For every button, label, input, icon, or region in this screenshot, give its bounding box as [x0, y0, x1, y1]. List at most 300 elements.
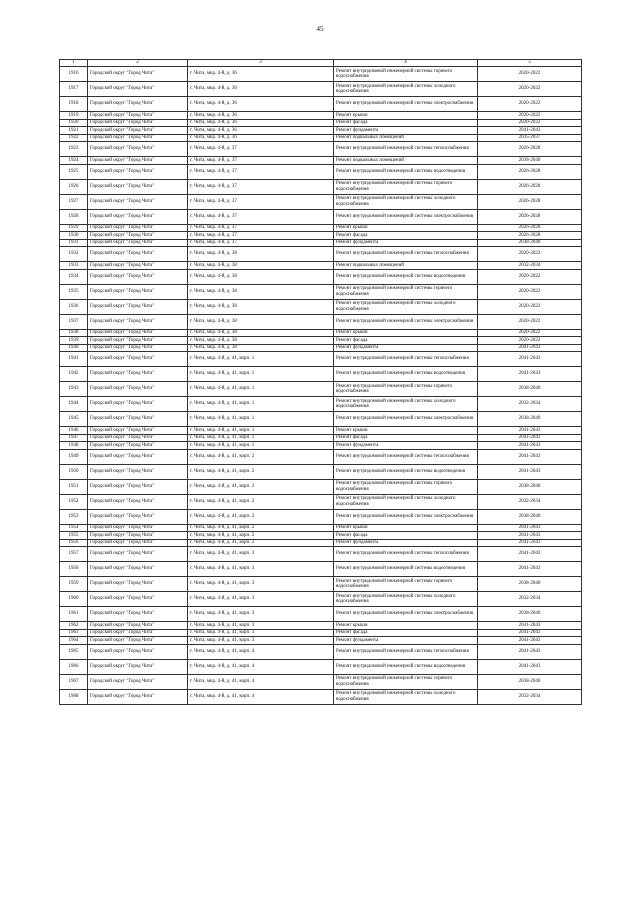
municipality-cell: Городской округ "Город Чита" — [88, 194, 188, 209]
address-cell: г. Чита, мкр. 4-й, д. 41, корп. 2 — [188, 524, 334, 532]
period-cell: 2032-2034 — [478, 689, 582, 704]
row-number-cell: 1964 — [60, 637, 88, 645]
municipality-cell: Городской округ "Город Чита" — [88, 539, 188, 547]
work-type-cell: Ремонт внутридомовой инженерной системы холодного водоснабжения — [334, 689, 478, 704]
work-type-cell: Ремонт крыши — [334, 329, 478, 337]
row-number-cell: 1953 — [60, 509, 88, 524]
row-number-cell: 1936 — [60, 299, 88, 314]
municipality-cell: Городской округ "Город Чита" — [88, 562, 188, 577]
table-row — [60, 67, 582, 82]
table-row — [60, 382, 582, 397]
table-row — [60, 299, 582, 314]
work-type-cell: Ремонт фундамента — [334, 539, 478, 547]
work-type-cell: Ремонт фасада — [334, 232, 478, 240]
work-type-cell: Ремонт внутридомовой инженерной системы горячего водоснабжения — [334, 179, 478, 194]
period-cell: 2032-2034 — [478, 397, 582, 412]
period-cell: 2041-2043 — [478, 547, 582, 562]
address-cell: г. Чита, мкр. 4-й, д. 41, корп. 3 — [188, 562, 334, 577]
row-number-cell: 1933 — [60, 262, 88, 270]
period-cell: 2032-2034 — [478, 494, 582, 509]
row-number-cell: 1951 — [60, 479, 88, 494]
period-cell: 2020-2022 — [478, 97, 582, 112]
work-type-cell: Ремонт фасада — [334, 629, 478, 637]
row-number-cell: 1949 — [60, 449, 88, 464]
row-number-cell: 1955 — [60, 532, 88, 540]
period-cell: 2038-2040 — [478, 239, 582, 247]
municipality-cell: Городской округ "Город Чита" — [88, 637, 188, 645]
work-type-cell: Ремонт внутридомовой инженерной системы электроснабжения — [334, 509, 478, 524]
row-number-cell: 1919 — [60, 112, 88, 120]
work-type-cell: Ремонт внутридомовой инженерной системы горячего водоснабжения — [334, 284, 478, 299]
municipality-cell: Городской округ "Город Чита" — [88, 659, 188, 674]
row-number-cell: 1939 — [60, 337, 88, 345]
row-number-cell: 1918 — [60, 97, 88, 112]
table-row — [60, 82, 582, 97]
table-row — [60, 524, 582, 532]
municipality-cell: Городской округ "Город Чита" — [88, 367, 188, 382]
table-row — [60, 194, 582, 209]
period-cell: 2020-2022 — [478, 314, 582, 329]
period-cell: 2041-2043 — [478, 434, 582, 442]
address-cell: г. Чита, мкр. 4-й, д. 41, корп. 1 — [188, 412, 334, 427]
table-row — [60, 397, 582, 412]
work-type-cell: Ремонт внутридомовой инженерной системы холодного водоснабжения — [334, 494, 478, 509]
period-cell: 2020-2022 — [478, 112, 582, 120]
table-row — [60, 119, 582, 127]
period-cell: 2041-2043 — [478, 532, 582, 540]
header-col-4: 4 — [334, 60, 478, 67]
municipality-cell: Городской округ "Город Чита" — [88, 344, 188, 352]
municipality-cell: Городской округ "Город Чита" — [88, 239, 188, 247]
address-cell: г. Чита, мкр. 4-й, д. 41, корп. 3 — [188, 577, 334, 592]
row-number-cell: 1931 — [60, 239, 88, 247]
address-cell: г. Чита, мкр. 4-й, д. 41, корп. 1 — [188, 397, 334, 412]
period-cell: 2020-2022 — [478, 67, 582, 82]
row-number-cell: 1945 — [60, 412, 88, 427]
table-row — [60, 164, 582, 179]
address-cell: г. Чита, мкр. 4-й, д. 41, корп. 2 — [188, 494, 334, 509]
address-cell: г. Чита, мкр. 4-й, д. 37 — [188, 164, 334, 179]
municipality-cell: Городской округ "Город Чита" — [88, 232, 188, 240]
address-cell: г. Чита, мкр. 4-й, д. 41, корп. 2 — [188, 464, 334, 479]
municipality-cell: Городской округ "Город Чита" — [88, 607, 188, 622]
table-row — [60, 562, 582, 577]
period-cell: 2035-2037 — [478, 134, 582, 142]
period-cell: 2041-2043 — [478, 637, 582, 645]
work-type-cell: Ремонт крыши — [334, 524, 478, 532]
municipality-cell: Городской округ "Город Чита" — [88, 262, 188, 270]
row-number-cell: 1942 — [60, 367, 88, 382]
row-number-cell: 1965 — [60, 644, 88, 659]
work-type-cell: Ремонт крыши — [334, 224, 478, 232]
address-cell: г. Чита, мкр. 4-й, д. 37 — [188, 157, 334, 165]
municipality-cell: Городской округ "Город Чита" — [88, 209, 188, 224]
table-row — [60, 224, 582, 232]
period-cell: 2032-2034 — [478, 262, 582, 270]
row-number-cell: 1938 — [60, 329, 88, 337]
municipality-cell: Городской округ "Город Чита" — [88, 97, 188, 112]
period-cell: 2038-2040 — [478, 157, 582, 165]
work-type-cell: Ремонт внутридомовой инженерной системы водоотведения — [334, 164, 478, 179]
address-cell: г. Чита, мкр. 4-й, д. 41, корп. 3 — [188, 592, 334, 607]
period-cell: 2041-2043 — [478, 539, 582, 547]
municipality-cell: Городской округ "Город Чита" — [88, 442, 188, 450]
period-cell: 2026-2028 — [478, 209, 582, 224]
address-cell: г. Чита, мкр. 4-й, д. 38 — [188, 299, 334, 314]
period-cell: 2020-2022 — [478, 82, 582, 97]
address-cell: г. Чита, мкр. 4-й, д. 41, корп. 1 — [188, 442, 334, 450]
period-cell: 2026-2028 — [478, 224, 582, 232]
period-cell: 2026-2028 — [478, 232, 582, 240]
table-row — [60, 284, 582, 299]
address-cell: г. Чита, мкр. 4-й, д. 38 — [188, 314, 334, 329]
work-type-cell: Ремонт фундамента — [334, 127, 478, 135]
address-cell: г. Чита, мкр. 4-й, д. 41, корп. 4 — [188, 659, 334, 674]
page-number: 45 — [316, 25, 324, 33]
municipality-cell: Городской округ "Город Чита" — [88, 547, 188, 562]
row-number-cell: 1952 — [60, 494, 88, 509]
row-number-cell: 1924 — [60, 157, 88, 165]
work-type-cell: Ремонт внутридомовой инженерной системы теплоснабжения — [334, 644, 478, 659]
row-number-cell: 1925 — [60, 164, 88, 179]
address-cell: г. Чита, мкр. 4-й, д. 36 — [188, 82, 334, 97]
municipality-cell: Городской округ "Город Чита" — [88, 329, 188, 337]
repair-schedule-table — [59, 59, 582, 705]
work-type-cell: Ремонт внутридомовой инженерной системы водоотведения — [334, 562, 478, 577]
table-row — [60, 592, 582, 607]
period-cell: 2020-2022 — [478, 119, 582, 127]
header-col-1: 1 — [60, 60, 88, 67]
period-cell: 2038-2040 — [478, 674, 582, 689]
row-number-cell: 1941 — [60, 352, 88, 367]
row-number-cell: 1935 — [60, 284, 88, 299]
table-row — [60, 367, 582, 382]
table-row — [60, 449, 582, 464]
municipality-cell: Городской округ "Город Чита" — [88, 644, 188, 659]
row-number-cell: 1966 — [60, 659, 88, 674]
municipality-cell: Городской округ "Город Чита" — [88, 629, 188, 637]
address-cell: г. Чита, мкр. 4-й, д. 41, корп. 3 — [188, 629, 334, 637]
address-cell: г. Чита, мкр. 4-й, д. 41, корп. 3 — [188, 637, 334, 645]
address-cell: г. Чита, мкр. 4-й, д. 37 — [188, 142, 334, 157]
municipality-cell: Городской округ "Город Чита" — [88, 427, 188, 435]
work-type-cell: Ремонт крыши — [334, 112, 478, 120]
work-type-cell: Ремонт внутридомовой инженерной системы холодного водоснабжения — [334, 194, 478, 209]
table-row — [60, 532, 582, 540]
table-row — [60, 427, 582, 435]
municipality-cell: Городской округ "Город Чита" — [88, 592, 188, 607]
address-cell: г. Чита, мкр. 4-й, д. 38 — [188, 344, 334, 352]
header-col-2: 2 — [88, 60, 188, 67]
period-cell: 2038-2040 — [478, 412, 582, 427]
work-type-cell: Ремонт внутридомовой инженерной системы теплоснабжения — [334, 352, 478, 367]
municipality-cell: Городской округ "Город Чита" — [88, 224, 188, 232]
work-type-cell: Ремонт подвальных помещений — [334, 134, 478, 142]
work-type-cell: Ремонт внутридомовой инженерной системы теплоснабжения — [334, 247, 478, 262]
period-cell: 2032-2034 — [478, 592, 582, 607]
municipality-cell: Городской округ "Город Чита" — [88, 382, 188, 397]
work-type-cell: Ремонт внутридомовой инженерной системы электроснабжения — [334, 412, 478, 427]
table-row — [60, 464, 582, 479]
municipality-cell: Городской округ "Город Чита" — [88, 494, 188, 509]
work-type-cell: Ремонт подвальных помещений — [334, 262, 478, 270]
row-number-cell: 1916 — [60, 67, 88, 82]
row-number-cell: 1917 — [60, 82, 88, 97]
table-row — [60, 269, 582, 284]
row-number-cell: 1923 — [60, 142, 88, 157]
address-cell: г. Чита, мкр. 4-й, д. 38 — [188, 269, 334, 284]
municipality-cell: Городской округ "Город Чита" — [88, 352, 188, 367]
table-row — [60, 412, 582, 427]
address-cell: г. Чита, мкр. 4-й, д. 37 — [188, 194, 334, 209]
header-row — [60, 60, 582, 67]
work-type-cell: Ремонт внутридомовой инженерной системы горячего водоснабжения — [334, 577, 478, 592]
table-row — [60, 622, 582, 630]
work-type-cell: Ремонт внутридомовой инженерной системы водоотведения — [334, 464, 478, 479]
municipality-cell: Городской округ "Город Чита" — [88, 142, 188, 157]
row-number-cell: 1948 — [60, 442, 88, 450]
address-cell: г. Чита, мкр. 4-й, д. 38 — [188, 262, 334, 270]
period-cell: 2041-2043 — [478, 352, 582, 367]
municipality-cell: Городской округ "Город Чита" — [88, 509, 188, 524]
work-type-cell: Ремонт внутридомовой инженерной системы горячего водоснабжения — [334, 382, 478, 397]
period-cell: 2041-2043 — [478, 367, 582, 382]
table-row — [60, 607, 582, 622]
period-cell: 2038-2040 — [478, 577, 582, 592]
period-cell: 2020-2022 — [478, 284, 582, 299]
table-row — [60, 479, 582, 494]
work-type-cell: Ремонт крыши — [334, 622, 478, 630]
row-number-cell: 1927 — [60, 194, 88, 209]
table-row — [60, 539, 582, 547]
municipality-cell: Городской округ "Город Чита" — [88, 134, 188, 142]
row-number-cell: 1921 — [60, 127, 88, 135]
row-number-cell: 1960 — [60, 592, 88, 607]
table-row — [60, 689, 582, 704]
table-row — [60, 494, 582, 509]
address-cell: г. Чита, мкр. 4-й, д. 36 — [188, 67, 334, 82]
table-row — [60, 344, 582, 352]
period-cell: 2026-2028 — [478, 164, 582, 179]
table-row — [60, 434, 582, 442]
address-cell: г. Чита, мкр. 4-й, д. 37 — [188, 239, 334, 247]
municipality-cell: Городской округ "Город Чита" — [88, 247, 188, 262]
work-type-cell: Ремонт внутридомовой инженерной системы холодного водоснабжения — [334, 82, 478, 97]
row-number-cell: 1957 — [60, 547, 88, 562]
row-number-cell: 1920 — [60, 119, 88, 127]
table-row — [60, 247, 582, 262]
address-cell: г. Чита, мкр. 4-й, д. 41, корп. 1 — [188, 352, 334, 367]
row-number-cell: 1963 — [60, 629, 88, 637]
row-number-cell: 1922 — [60, 134, 88, 142]
work-type-cell: Ремонт внутридомовой инженерной системы электроснабжения — [334, 314, 478, 329]
table-row — [60, 127, 582, 135]
work-type-cell: Ремонт внутридомовой инженерной системы водоотведения — [334, 659, 478, 674]
period-cell: 2020-2022 — [478, 247, 582, 262]
table-row — [60, 509, 582, 524]
row-number-cell: 1954 — [60, 524, 88, 532]
municipality-cell: Городской округ "Город Чита" — [88, 464, 188, 479]
period-cell: 2020-2022 — [478, 269, 582, 284]
work-type-cell: Ремонт внутридомовой инженерной системы холодного водоснабжения — [334, 397, 478, 412]
address-cell: г. Чита, мкр. 4-й, д. 41, корп. 3 — [188, 622, 334, 630]
municipality-cell: Городской округ "Город Чита" — [88, 284, 188, 299]
work-type-cell: Ремонт внутридомовой инженерной системы теплоснабжения — [334, 547, 478, 562]
row-number-cell: 1959 — [60, 577, 88, 592]
row-number-cell: 1947 — [60, 434, 88, 442]
municipality-cell: Городской округ "Город Чита" — [88, 577, 188, 592]
period-cell: 2041-2043 — [478, 622, 582, 630]
table-row — [60, 179, 582, 194]
table-row — [60, 97, 582, 112]
row-number-cell: 1958 — [60, 562, 88, 577]
table-row — [60, 659, 582, 674]
period-cell: 2041-2043 — [478, 562, 582, 577]
municipality-cell: Городской округ "Город Чита" — [88, 112, 188, 120]
table-row — [60, 637, 582, 645]
header-col-3: 3 — [188, 60, 334, 67]
row-number-cell: 1946 — [60, 427, 88, 435]
row-number-cell: 1944 — [60, 397, 88, 412]
work-type-cell: Ремонт внутридомовой инженерной системы электроснабжения — [334, 607, 478, 622]
table-row — [60, 547, 582, 562]
municipality-cell: Городской округ "Город Чита" — [88, 67, 188, 82]
work-type-cell: Ремонт внутридомовой инженерной системы горячего водоснабжения — [334, 67, 478, 82]
work-type-cell: Ремонт внутридомовой инженерной системы холодного водоснабжения — [334, 299, 478, 314]
period-cell: 2038-2040 — [478, 509, 582, 524]
row-number-cell: 1967 — [60, 674, 88, 689]
period-cell: 2020-2022 — [478, 337, 582, 345]
table-row — [60, 134, 582, 142]
period-cell: 2020-2022 — [478, 299, 582, 314]
row-number-cell: 1932 — [60, 247, 88, 262]
period-cell: 2041-2043 — [478, 464, 582, 479]
row-number-cell: 1940 — [60, 344, 88, 352]
address-cell: г. Чита, мкр. 4-й, д. 36 — [188, 134, 334, 142]
table-row — [60, 329, 582, 337]
period-cell: 2041-2043 — [478, 344, 582, 352]
municipality-cell: Городской округ "Город Чита" — [88, 269, 188, 284]
period-cell: 2041-2043 — [478, 659, 582, 674]
work-type-cell: Ремонт фундамента — [334, 344, 478, 352]
table-row — [60, 629, 582, 637]
row-number-cell: 1962 — [60, 622, 88, 630]
work-type-cell: Ремонт фасада — [334, 434, 478, 442]
municipality-cell: Городской округ "Город Чита" — [88, 314, 188, 329]
municipality-cell: Городской округ "Город Чита" — [88, 449, 188, 464]
table-row — [60, 644, 582, 659]
period-cell: 2041-2043 — [478, 427, 582, 435]
row-number-cell: 1934 — [60, 269, 88, 284]
row-number-cell: 1929 — [60, 224, 88, 232]
address-cell: г. Чита, мкр. 4-й, д. 37 — [188, 179, 334, 194]
period-cell: 2038-2040 — [478, 607, 582, 622]
row-number-cell: 1928 — [60, 209, 88, 224]
work-type-cell: Ремонт фасада — [334, 119, 478, 127]
municipality-cell: Городской округ "Город Чита" — [88, 164, 188, 179]
municipality-cell: Городской округ "Город Чита" — [88, 299, 188, 314]
table-row — [60, 352, 582, 367]
row-number-cell: 1926 — [60, 179, 88, 194]
work-type-cell: Ремонт внутридомовой инженерной системы холодного водоснабжения — [334, 592, 478, 607]
address-cell: г. Чита, мкр. 4-й, д. 36 — [188, 112, 334, 120]
address-cell: г. Чита, мкр. 4-й, д. 41, корп. 2 — [188, 449, 334, 464]
address-cell: г. Чита, мкр. 4-й, д. 41, корп. 3 — [188, 547, 334, 562]
municipality-cell: Городской округ "Город Чита" — [88, 157, 188, 165]
table-row — [60, 577, 582, 592]
work-type-cell: Ремонт крыши — [334, 427, 478, 435]
row-number-cell: 1956 — [60, 539, 88, 547]
period-cell: 2041-2043 — [478, 442, 582, 450]
work-type-cell: Ремонт внутридомовой инженерной системы водоотведения — [334, 367, 478, 382]
row-number-cell: 1961 — [60, 607, 88, 622]
municipality-cell: Городской округ "Город Чита" — [88, 674, 188, 689]
period-cell: 2026-2028 — [478, 142, 582, 157]
address-cell: г. Чита, мкр. 4-й, д. 41, корп. 1 — [188, 427, 334, 435]
work-type-cell: Ремонт внутридомовой инженерной системы электроснабжения — [334, 97, 478, 112]
address-cell: г. Чита, мкр. 4-й, д. 38 — [188, 247, 334, 262]
row-number-cell: 1930 — [60, 232, 88, 240]
municipality-cell: Городской округ "Город Чита" — [88, 412, 188, 427]
municipality-cell: Городской округ "Город Чита" — [88, 179, 188, 194]
work-type-cell: Ремонт фундамента — [334, 442, 478, 450]
period-cell: 2041-2043 — [478, 127, 582, 135]
municipality-cell: Городской округ "Город Чита" — [88, 479, 188, 494]
address-cell: г. Чита, мкр. 4-й, д. 41, корп. 2 — [188, 509, 334, 524]
period-cell: 2041-2043 — [478, 524, 582, 532]
row-number-cell: 1968 — [60, 689, 88, 704]
municipality-cell: Городской округ "Город Чита" — [88, 337, 188, 345]
table-row — [60, 442, 582, 450]
address-cell: г. Чита, мкр. 4-й, д. 41, корп. 1 — [188, 367, 334, 382]
municipality-cell: Городской округ "Город Чита" — [88, 532, 188, 540]
address-cell: г. Чита, мкр. 4-й, д. 41, корп. 1 — [188, 382, 334, 397]
table-row — [60, 142, 582, 157]
period-cell: 2038-2040 — [478, 382, 582, 397]
address-cell: г. Чита, мкр. 4-й, д. 41, корп. 2 — [188, 479, 334, 494]
period-cell: 2020-2022 — [478, 329, 582, 337]
period-cell: 2038-2040 — [478, 479, 582, 494]
work-type-cell: Ремонт фасада — [334, 532, 478, 540]
address-cell: г. Чита, мкр. 4-й, д. 36 — [188, 97, 334, 112]
address-cell: г. Чита, мкр. 4-й, д. 36 — [188, 127, 334, 135]
period-cell: 2041-2043 — [478, 644, 582, 659]
municipality-cell: Городской округ "Город Чита" — [88, 127, 188, 135]
row-number-cell: 1943 — [60, 382, 88, 397]
work-type-cell: Ремонт фундамента — [334, 637, 478, 645]
address-cell: г. Чита, мкр. 4-й, д. 38 — [188, 337, 334, 345]
period-cell: 2026-2028 — [478, 179, 582, 194]
table-row — [60, 209, 582, 224]
work-type-cell: Ремонт внутридомовой инженерной системы водоотведения — [334, 269, 478, 284]
address-cell: г. Чита, мкр. 4-й, д. 37 — [188, 232, 334, 240]
work-type-cell: Ремонт внутридомовой инженерной системы теплоснабжения — [334, 449, 478, 464]
table-row — [60, 157, 582, 165]
work-type-cell: Ремонт внутридомовой инженерной системы теплоснабжения — [334, 142, 478, 157]
address-cell: г. Чита, мкр. 4-й, д. 41, корп. 4 — [188, 689, 334, 704]
address-cell: г. Чита, мкр. 4-й, д. 37 — [188, 224, 334, 232]
table-row — [60, 232, 582, 240]
work-type-cell: Ремонт фундамента — [334, 239, 478, 247]
period-cell: 2026-2028 — [478, 194, 582, 209]
address-cell: г. Чита, мкр. 4-й, д. 41, корп. 2 — [188, 539, 334, 547]
municipality-cell: Городской округ "Город Чита" — [88, 119, 188, 127]
work-type-cell: Ремонт внутридомовой инженерной системы горячего водоснабжения — [334, 479, 478, 494]
municipality-cell: Городской округ "Город Чита" — [88, 434, 188, 442]
municipality-cell: Городской округ "Город Чита" — [88, 524, 188, 532]
address-cell: г. Чита, мкр. 4-й, д. 41, корп. 4 — [188, 644, 334, 659]
address-cell: г. Чита, мкр. 4-й, д. 38 — [188, 284, 334, 299]
